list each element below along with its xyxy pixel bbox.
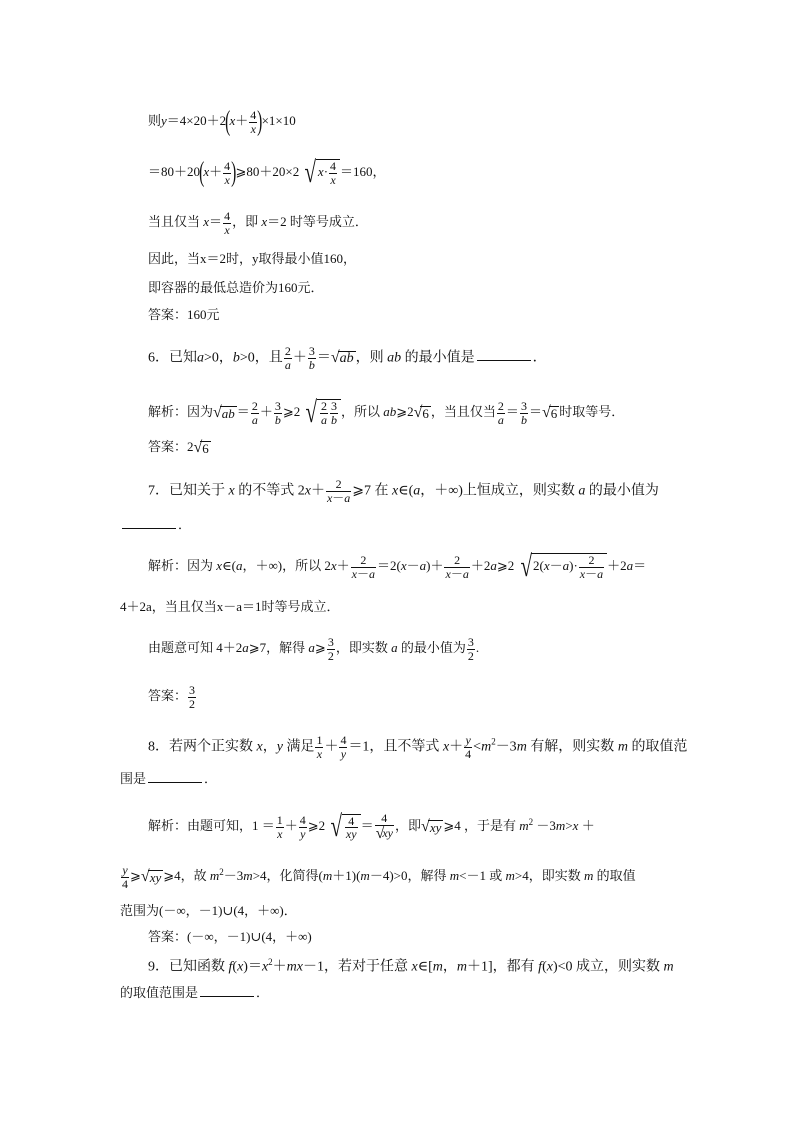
solution-q7: 解析：因为 x∈(a，＋∞)，所以 2x＋ $\frac{2}{x-a}$ ＝2(x－a)＋ $\frac{2}{x-a}$ ＋2a⩾2 √2(x－a)· $\frac{2}{x-a}$ ＋2a＝ bbox=[148, 550, 647, 583]
solution-line-4: 因此，当x＝2时，y取得最小值160， bbox=[148, 251, 357, 266]
solution-line-1: 则y＝4×20＋2(x＋ $\frac{4}{x}$ )×1×10 bbox=[148, 106, 296, 137]
solution-q6: 解析：因为√ab ＝ $\frac{2}{a}$ ＋ $\frac{3}{b}$ ⩾2 √ $\frac{2}{a}$ $\frac{3}{b}$ ，所以 ab⩾2√6 ，当且仅当 $\frac{2}{a}$ ＝ $\frac{3}{b}$ ＝√6 时取等号． bbox=[148, 396, 625, 429]
solution-line-2: ＝80＋20(x＋ $\frac{4}{x}$ )⩾80＋20×2 √x· $\frac{4}{x}$ ＝160， bbox=[148, 156, 386, 189]
question-9-cont: 的取值范围是 ． bbox=[120, 985, 270, 1000]
answer-q8: 答案：(－∞，－1)∪(4，＋∞) bbox=[148, 929, 312, 944]
solution-q7-line3: 由题意可知 4＋2a⩾7，解得 a⩾ $\frac{3}{2}$ ，即实数 a 的最小值为 $\frac{3}{2}$ . bbox=[148, 635, 480, 663]
answer-blank bbox=[148, 772, 202, 783]
solution-q7-cont: 4＋2a，当且仅当x－a＝1时等号成立． bbox=[120, 599, 340, 614]
solution-q8: 解析：由题可知，1 ＝ $\frac{1}{x}$ ＋ $\frac{4}{y}$ ⩾2 √ $\frac{4}{xy}$ ＝ $\frac{4}{√xy}$ ，即√xy ⩾4 ，于是有 $m^2 -3m>x$ ＋ bbox=[148, 810, 595, 844]
question-7: 7．已知关于 x 的不等式 2x＋ $\frac{2}{x-a}$ ⩾7 在 x∈(a，＋∞)上恒成立，则实数 a 的最小值为 bbox=[148, 477, 659, 505]
question-6: 6．已知a>0，b>0，且 $\frac{2}{a}$ ＋ $\frac{3}{b}$ ＝√ab ，则 ab 的最小值是 ． bbox=[148, 344, 547, 372]
solution-line-5: 即容器的最低总造价为160元． bbox=[148, 280, 324, 295]
question-8-cont: 围是 ． bbox=[120, 771, 218, 786]
answer-blank bbox=[477, 350, 531, 361]
question-8: 8．若两个正实数 x，y 满足 $\frac{1}{x}$ ＋ $\frac{4}{y}$ ＝1，且不等式 x＋ $\frac{y}{4}$ $<m^2-3m$ 有解，则实数 m 的取值范 bbox=[148, 733, 688, 761]
question-9: 9．已知函数 $f(x)=x^2+mx-1$，若对于任意 x∈[m，m＋1]，都有 f(x)<0 成立，则实数 m bbox=[148, 957, 674, 975]
solution-line-3: 当且仅当 x＝ $\frac{4}{x}$ ，即 x＝2 时等号成立． bbox=[148, 209, 368, 237]
answer-line-1: 答案：160元 bbox=[148, 307, 220, 322]
answer-q6: 答案：2√6 bbox=[148, 439, 209, 457]
solution-q8-line3: 范围为(－∞，－1)∪(4，＋∞)． bbox=[120, 903, 297, 918]
question-7-cont: ． bbox=[120, 518, 191, 531]
answer-blank bbox=[122, 518, 176, 529]
answer-blank bbox=[200, 986, 254, 997]
solution-q8-cont: $\frac{y}{4}$ ⩾√xy ⩾4，故 $m^2-3m>4$，化简得(m＋1)(m－4)>0，解得 m<－1 或 m>4，即实数 m 的取值 bbox=[122, 863, 636, 891]
answer-q7: 答案： $\frac{3}{2}$ bbox=[148, 683, 196, 711]
